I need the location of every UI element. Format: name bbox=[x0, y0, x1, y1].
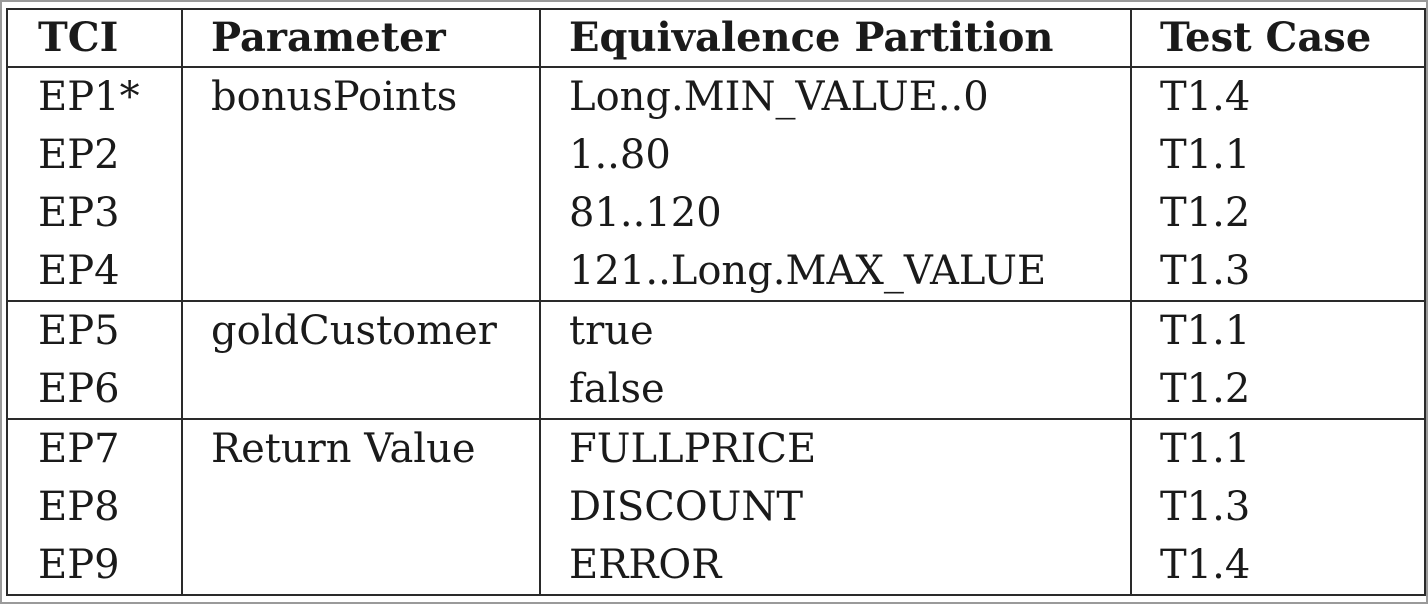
header-equivalence-partition: Equivalence Partition bbox=[540, 9, 1131, 67]
tci-cell: EP5 bbox=[7, 301, 182, 360]
table-row bbox=[7, 126, 1425, 184]
test-case-cell: T1.4 bbox=[1131, 67, 1425, 126]
partition-cell: 81..120 bbox=[540, 184, 1131, 242]
tci-cell: EP8 bbox=[7, 478, 182, 536]
test-case-cell: T1.1 bbox=[1131, 419, 1425, 478]
test-case-cell: T1.3 bbox=[1131, 242, 1425, 301]
test-case-cell: T1.2 bbox=[1131, 184, 1425, 242]
header-row bbox=[7, 9, 1425, 67]
parameter-cell bbox=[182, 126, 540, 184]
table-row bbox=[7, 184, 1425, 242]
partition-cell: true bbox=[540, 301, 1131, 360]
parameter-cell bbox=[182, 242, 540, 301]
table-row bbox=[7, 301, 1425, 360]
tci-cell: EP7 bbox=[7, 419, 182, 478]
parameter-cell bbox=[182, 360, 540, 419]
group-gold-customer bbox=[7, 301, 1425, 419]
partition-cell: DISCOUNT bbox=[540, 478, 1131, 536]
equivalence-partition-table bbox=[6, 8, 1426, 596]
header-parameter: Parameter bbox=[182, 9, 540, 67]
tci-cell: EP9 bbox=[7, 536, 182, 595]
partition-cell: false bbox=[540, 360, 1131, 419]
partition-cell: Long.MIN_VALUE..0 bbox=[540, 67, 1131, 126]
test-case-cell: T1.4 bbox=[1131, 536, 1425, 595]
test-case-cell: T1.1 bbox=[1131, 126, 1425, 184]
tci-cell: EP4 bbox=[7, 242, 182, 301]
partition-cell: 1..80 bbox=[540, 126, 1131, 184]
test-case-cell: T1.1 bbox=[1131, 301, 1425, 360]
parameter-cell bbox=[182, 184, 540, 242]
partition-cell: FULLPRICE bbox=[540, 419, 1131, 478]
header-tci: TCI bbox=[7, 9, 182, 67]
table-row bbox=[7, 242, 1425, 301]
group-bonus-points bbox=[7, 67, 1425, 301]
test-case-cell: T1.2 bbox=[1131, 360, 1425, 419]
group-return-value bbox=[7, 419, 1425, 595]
tci-cell: EP6 bbox=[7, 360, 182, 419]
header-test-case: Test Case bbox=[1131, 9, 1425, 67]
parameter-cell: goldCustomer bbox=[182, 301, 540, 360]
parameter-cell bbox=[182, 478, 540, 536]
parameter-cell bbox=[182, 536, 540, 595]
table-row bbox=[7, 536, 1425, 595]
table-row bbox=[7, 360, 1425, 419]
table-row bbox=[7, 478, 1425, 536]
tci-cell: EP3 bbox=[7, 184, 182, 242]
table-row bbox=[7, 67, 1425, 126]
test-case-cell: T1.3 bbox=[1131, 478, 1425, 536]
tci-cell: EP1* bbox=[7, 67, 182, 126]
partition-cell: ERROR bbox=[540, 536, 1131, 595]
tci-cell: EP2 bbox=[7, 126, 182, 184]
parameter-cell: Return Value bbox=[182, 419, 540, 478]
table-row bbox=[7, 419, 1425, 478]
partition-cell: 121..Long.MAX_VALUE bbox=[540, 242, 1131, 301]
parameter-cell: bonusPoints bbox=[182, 67, 540, 126]
